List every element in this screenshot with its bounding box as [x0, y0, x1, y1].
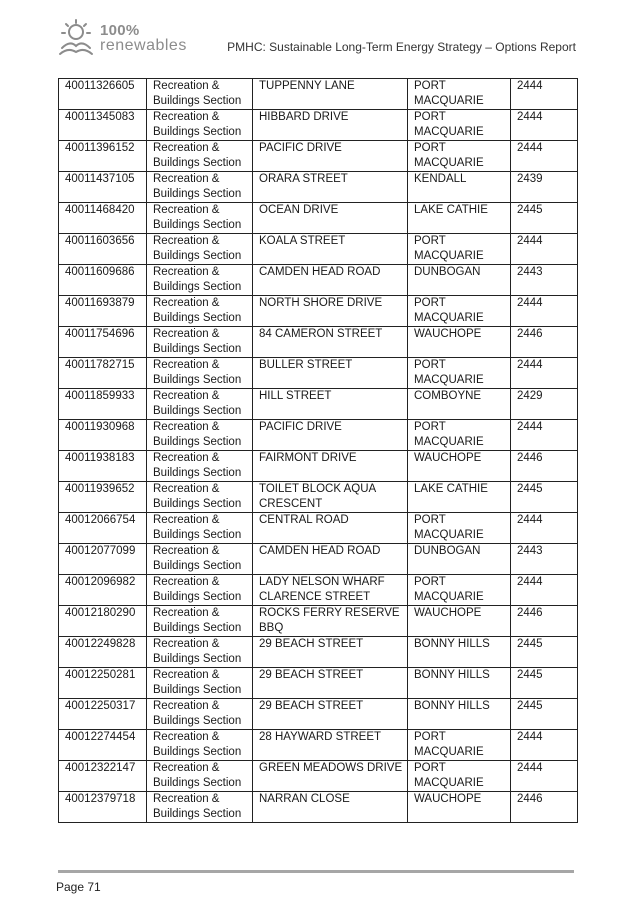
- locality-cell-line: LAKE CATHIE: [414, 483, 488, 495]
- section-cell: [147, 544, 253, 575]
- postcode-cell: 2443: [511, 265, 578, 296]
- address-cell: [253, 420, 408, 451]
- section-cell-line: Buildings Section: [153, 343, 242, 355]
- address-cell-line: HILL STREET: [259, 390, 332, 402]
- section-cell: [147, 668, 253, 699]
- locality-cell-line: PORT: [414, 762, 446, 774]
- locality-cell-line: PORT: [414, 576, 446, 588]
- account-id-cell: 40011782715: [59, 358, 147, 389]
- address-cell: [253, 482, 408, 513]
- postcode-cell: 2439: [511, 172, 578, 203]
- section-cell: [147, 172, 253, 203]
- table-row: [59, 172, 578, 203]
- table-row: [59, 420, 578, 451]
- table-row: [59, 234, 578, 265]
- address-cell-line: CAMDEN HEAD ROAD: [259, 266, 381, 278]
- table-row: [59, 141, 578, 172]
- postcode-cell: 2444: [511, 420, 578, 451]
- account-id-cell: 40012180290: [59, 606, 147, 637]
- section-cell: [147, 79, 253, 110]
- locality-cell: [408, 730, 511, 761]
- account-id-cell: 40012096982: [59, 575, 147, 606]
- account-id-cell: 40011938183: [59, 451, 147, 482]
- postcode-cell: 2444: [511, 110, 578, 141]
- section-cell: [147, 792, 253, 823]
- section-cell-line: Buildings Section: [153, 746, 242, 758]
- table-row: [59, 761, 578, 792]
- report-title: PMHC: Sustainable Long-Term Energy Strategy – Options Report: [227, 40, 576, 54]
- section-cell-line: Recreation &: [153, 545, 220, 557]
- section-cell-line: Recreation &: [153, 638, 220, 650]
- section-cell-line: Buildings Section: [153, 95, 242, 107]
- section-cell-line: Buildings Section: [153, 622, 242, 634]
- address-cell: [253, 110, 408, 141]
- section-cell: [147, 110, 253, 141]
- section-cell: [147, 389, 253, 420]
- address-cell-line: 29 BEACH STREET: [259, 700, 364, 712]
- account-id-cell: 40011939652: [59, 482, 147, 513]
- section-cell: [147, 606, 253, 637]
- section-cell-line: Recreation &: [153, 421, 220, 433]
- locality-cell-line: PORT: [414, 297, 446, 309]
- locality-cell-line: WAUCHOPE: [414, 793, 482, 805]
- locality-cell-line: BONNY HILLS: [414, 700, 490, 712]
- locality-cell-line: PORT: [414, 235, 446, 247]
- address-cell-line: HIBBARD DRIVE: [259, 111, 349, 123]
- postcode-cell: 2445: [511, 637, 578, 668]
- address-cell-line: OCEAN DRIVE: [259, 204, 339, 216]
- section-cell-line: Buildings Section: [153, 653, 242, 665]
- address-cell: [253, 389, 408, 420]
- address-cell: [253, 544, 408, 575]
- section-cell-line: Recreation &: [153, 111, 220, 123]
- section-cell-line: Recreation &: [153, 607, 220, 619]
- locality-cell: [408, 358, 511, 389]
- address-cell-line: TOILET BLOCK AQUA: [259, 483, 377, 495]
- address-cell: [253, 327, 408, 358]
- account-id-cell: 40012322147: [59, 761, 147, 792]
- address-cell: [253, 451, 408, 482]
- locality-cell-line: MACQUARIE: [414, 126, 484, 138]
- table-row: [59, 668, 578, 699]
- address-cell-line: NARRAN CLOSE: [259, 793, 350, 805]
- table-row: [59, 513, 578, 544]
- locality-cell-line: MACQUARIE: [414, 95, 484, 107]
- address-cell-line: PACIFIC DRIVE: [259, 142, 342, 154]
- page-number: Page 71: [56, 880, 101, 894]
- postcode-cell: 2446: [511, 792, 578, 823]
- postcode-cell: 2445: [511, 203, 578, 234]
- locality-cell-line: WAUCHOPE: [414, 328, 482, 340]
- section-cell-line: Buildings Section: [153, 436, 242, 448]
- address-cell-line: TUPPENNY LANE: [259, 80, 355, 92]
- postcode-cell: 2444: [511, 513, 578, 544]
- section-cell-line: Recreation &: [153, 297, 220, 309]
- locality-cell-line: MACQUARIE: [414, 529, 484, 541]
- account-id-cell: 40011603656: [59, 234, 147, 265]
- locality-cell: [408, 203, 511, 234]
- locality-cell: [408, 172, 511, 203]
- section-cell-line: Recreation &: [153, 142, 220, 154]
- address-cell: [253, 730, 408, 761]
- address-cell-line: KOALA STREET: [259, 235, 346, 247]
- section-cell: [147, 482, 253, 513]
- address-cell-line: GREEN MEADOWS DRIVE: [259, 762, 403, 774]
- section-cell-line: Recreation &: [153, 80, 220, 92]
- section-cell: [147, 234, 253, 265]
- locality-cell-line: PORT: [414, 421, 446, 433]
- logo-text-percent: 100%: [100, 22, 140, 39]
- section-cell: [147, 141, 253, 172]
- account-id-cell: 40011437105: [59, 172, 147, 203]
- account-id-cell: 40011859933: [59, 389, 147, 420]
- locality-cell-line: BONNY HILLS: [414, 638, 490, 650]
- section-cell-line: Recreation &: [153, 793, 220, 805]
- locality-cell-line: PORT: [414, 514, 446, 526]
- sun-leaf-icon: [56, 18, 96, 58]
- postcode-cell: 2443: [511, 544, 578, 575]
- locality-cell-line: MACQUARIE: [414, 250, 484, 262]
- table-row: [59, 575, 578, 606]
- table-row: [59, 265, 578, 296]
- account-id-cell: 40012250281: [59, 668, 147, 699]
- locality-cell: [408, 668, 511, 699]
- section-cell-line: Buildings Section: [153, 591, 242, 603]
- section-cell: [147, 761, 253, 792]
- section-cell-line: Buildings Section: [153, 560, 242, 572]
- section-cell-line: Recreation &: [153, 731, 220, 743]
- section-cell-line: Recreation &: [153, 762, 220, 774]
- table-row: [59, 296, 578, 327]
- section-cell-line: Recreation &: [153, 266, 220, 278]
- address-cell: [253, 296, 408, 327]
- account-id-cell: 40011754696: [59, 327, 147, 358]
- locality-cell: [408, 327, 511, 358]
- locality-cell-line: MACQUARIE: [414, 312, 484, 324]
- account-id-cell: 40012250317: [59, 699, 147, 730]
- section-cell: [147, 203, 253, 234]
- section-cell-line: Buildings Section: [153, 529, 242, 541]
- account-id-cell: 40011396152: [59, 141, 147, 172]
- account-id-cell: 40011345083: [59, 110, 147, 141]
- postcode-cell: 2444: [511, 575, 578, 606]
- section-cell-line: Recreation &: [153, 483, 220, 495]
- section-cell-line: Buildings Section: [153, 467, 242, 479]
- address-cell-line: ROCKS FERRY RESERVE BBQ: [259, 607, 400, 634]
- address-cell-line: LADY NELSON WHARF: [259, 576, 385, 588]
- table-row: [59, 544, 578, 575]
- account-id-cell: 40012249828: [59, 637, 147, 668]
- address-cell-line: CENTRAL ROAD: [259, 514, 349, 526]
- locality-cell: [408, 234, 511, 265]
- section-cell: [147, 358, 253, 389]
- locality-cell-line: LAKE CATHIE: [414, 204, 488, 216]
- locality-cell-line: MACQUARIE: [414, 374, 484, 386]
- section-cell: [147, 699, 253, 730]
- section-cell-line: Buildings Section: [153, 374, 242, 386]
- address-cell: [253, 203, 408, 234]
- locality-cell-line: COMBOYNE: [414, 390, 482, 402]
- section-cell-line: Recreation &: [153, 328, 220, 340]
- address-cell: [253, 761, 408, 792]
- site-table: [58, 78, 578, 823]
- address-cell-line: 29 BEACH STREET: [259, 638, 364, 650]
- postcode-cell: 2446: [511, 606, 578, 637]
- section-cell: [147, 265, 253, 296]
- locality-cell: [408, 513, 511, 544]
- address-cell: [253, 79, 408, 110]
- address-cell-line: 84 CAMERON STREET: [259, 328, 383, 340]
- address-cell-line: 28 HAYWARD STREET: [259, 731, 382, 743]
- table-row: [59, 203, 578, 234]
- account-id-cell: 40012066754: [59, 513, 147, 544]
- locality-cell-line: WAUCHOPE: [414, 607, 482, 619]
- section-cell-line: Buildings Section: [153, 219, 242, 231]
- address-cell-line: FAIRMONT DRIVE: [259, 452, 357, 464]
- section-cell-line: Buildings Section: [153, 808, 242, 820]
- account-id-cell: 40012379718: [59, 792, 147, 823]
- locality-cell-line: PORT: [414, 142, 446, 154]
- postcode-cell: 2444: [511, 358, 578, 389]
- locality-cell: [408, 420, 511, 451]
- address-cell: [253, 699, 408, 730]
- section-cell: [147, 420, 253, 451]
- section-cell-line: Buildings Section: [153, 126, 242, 138]
- section-cell-line: Recreation &: [153, 390, 220, 402]
- locality-cell: [408, 699, 511, 730]
- locality-cell-line: DUNBOGAN: [414, 266, 481, 278]
- site-table-body: [59, 79, 578, 823]
- section-cell-line: Buildings Section: [153, 498, 242, 510]
- address-cell-line: BULLER STREET: [259, 359, 353, 371]
- section-cell: [147, 296, 253, 327]
- locality-cell: [408, 79, 511, 110]
- section-cell: [147, 513, 253, 544]
- section-cell-line: Recreation &: [153, 669, 220, 681]
- locality-cell: [408, 575, 511, 606]
- logo-text-word: renewables: [100, 37, 187, 54]
- address-cell-line: NORTH SHORE DRIVE: [259, 297, 383, 309]
- locality-cell-line: MACQUARIE: [414, 746, 484, 758]
- postcode-cell: 2446: [511, 451, 578, 482]
- section-cell-line: Buildings Section: [153, 312, 242, 324]
- section-cell-line: Buildings Section: [153, 157, 242, 169]
- address-cell: [253, 172, 408, 203]
- section-cell: [147, 575, 253, 606]
- locality-cell-line: PORT: [414, 731, 446, 743]
- locality-cell: [408, 389, 511, 420]
- section-cell-line: Recreation &: [153, 452, 220, 464]
- account-id-cell: 40011468420: [59, 203, 147, 234]
- locality-cell: [408, 141, 511, 172]
- locality-cell: [408, 544, 511, 575]
- address-cell: [253, 637, 408, 668]
- section-cell: [147, 451, 253, 482]
- table-row: [59, 79, 578, 110]
- table-row: [59, 358, 578, 389]
- address-cell-line: CLARENCE STREET: [259, 591, 371, 603]
- section-cell-line: Recreation &: [153, 204, 220, 216]
- address-cell-line: 29 BEACH STREET: [259, 669, 364, 681]
- address-cell: [253, 141, 408, 172]
- table-row: [59, 637, 578, 668]
- account-id-cell: 40012077099: [59, 544, 147, 575]
- postcode-cell: 2444: [511, 234, 578, 265]
- section-cell: [147, 730, 253, 761]
- section-cell-line: Recreation &: [153, 359, 220, 371]
- footer-rule: [58, 870, 574, 873]
- section-cell-line: Buildings Section: [153, 405, 242, 417]
- section-cell-line: Buildings Section: [153, 281, 242, 293]
- table-row: [59, 110, 578, 141]
- address-cell-line: CAMDEN HEAD ROAD: [259, 545, 381, 557]
- address-cell: [253, 575, 408, 606]
- postcode-cell: 2444: [511, 296, 578, 327]
- locality-cell-line: MACQUARIE: [414, 591, 484, 603]
- locality-cell: [408, 296, 511, 327]
- postcode-cell: 2445: [511, 699, 578, 730]
- table-row: [59, 327, 578, 358]
- locality-cell: [408, 265, 511, 296]
- section-cell: [147, 637, 253, 668]
- section-cell-line: Buildings Section: [153, 250, 242, 262]
- postcode-cell: 2444: [511, 141, 578, 172]
- locality-cell-line: WAUCHOPE: [414, 452, 482, 464]
- company-logo: [56, 18, 206, 58]
- locality-cell: [408, 637, 511, 668]
- locality-cell-line: BONNY HILLS: [414, 669, 490, 681]
- locality-cell: [408, 110, 511, 141]
- section-cell-line: Recreation &: [153, 576, 220, 588]
- locality-cell-line: MACQUARIE: [414, 157, 484, 169]
- address-cell: [253, 513, 408, 544]
- address-cell: [253, 668, 408, 699]
- table-row: [59, 730, 578, 761]
- locality-cell-line: PORT: [414, 111, 446, 123]
- postcode-cell: 2446: [511, 327, 578, 358]
- page-header: [56, 18, 576, 62]
- table-row: [59, 451, 578, 482]
- locality-cell: [408, 606, 511, 637]
- postcode-cell: 2444: [511, 79, 578, 110]
- section-cell-line: Recreation &: [153, 173, 220, 185]
- locality-cell-line: PORT: [414, 80, 446, 92]
- table-row: [59, 482, 578, 513]
- locality-cell: [408, 451, 511, 482]
- locality-cell: [408, 792, 511, 823]
- section-cell-line: Buildings Section: [153, 715, 242, 727]
- section-cell-line: Buildings Section: [153, 188, 242, 200]
- locality-cell: [408, 761, 511, 792]
- address-cell: [253, 265, 408, 296]
- section-cell-line: Recreation &: [153, 235, 220, 247]
- address-cell-line: PACIFIC DRIVE: [259, 421, 342, 433]
- address-cell-line: ORARA STREET: [259, 173, 348, 185]
- locality-cell-line: PORT: [414, 359, 446, 371]
- address-cell: [253, 234, 408, 265]
- account-id-cell: 40012274454: [59, 730, 147, 761]
- section-cell: [147, 327, 253, 358]
- account-id-cell: 40011326605: [59, 79, 147, 110]
- postcode-cell: 2445: [511, 482, 578, 513]
- locality-cell-line: KENDALL: [414, 173, 467, 185]
- postcode-cell: 2444: [511, 730, 578, 761]
- address-cell: [253, 358, 408, 389]
- table-row: [59, 606, 578, 637]
- locality-cell-line: MACQUARIE: [414, 777, 484, 789]
- address-cell: [253, 606, 408, 637]
- table-row: [59, 389, 578, 420]
- postcode-cell: 2445: [511, 668, 578, 699]
- section-cell-line: Buildings Section: [153, 777, 242, 789]
- account-id-cell: 40011693879: [59, 296, 147, 327]
- locality-cell-line: MACQUARIE: [414, 436, 484, 448]
- section-cell-line: Buildings Section: [153, 684, 242, 696]
- section-cell-line: Recreation &: [153, 700, 220, 712]
- table-row: [59, 792, 578, 823]
- address-cell-line: CRESCENT: [259, 498, 323, 510]
- address-cell: [253, 792, 408, 823]
- account-id-cell: 40011930968: [59, 420, 147, 451]
- locality-cell-line: DUNBOGAN: [414, 545, 481, 557]
- postcode-cell: 2444: [511, 761, 578, 792]
- locality-cell: [408, 482, 511, 513]
- section-cell-line: Recreation &: [153, 514, 220, 526]
- postcode-cell: 2429: [511, 389, 578, 420]
- table-row: [59, 699, 578, 730]
- account-id-cell: 40011609686: [59, 265, 147, 296]
